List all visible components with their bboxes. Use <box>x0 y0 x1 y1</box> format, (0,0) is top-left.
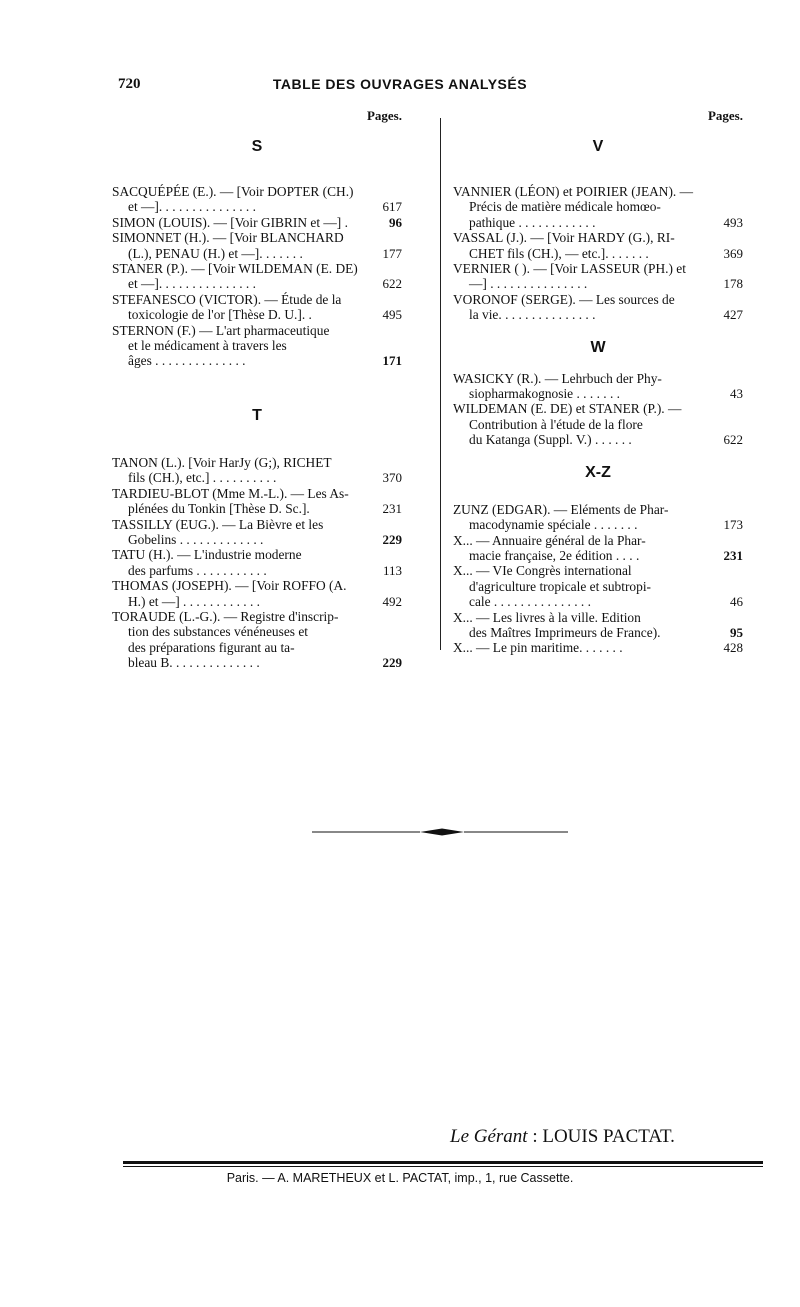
entry-line: et —]. . . . . . . . . . . . . . . <box>128 276 256 292</box>
entry-page-number: 96 <box>389 214 402 230</box>
entry-line: STERNON (F.) — L'art pharmaceutique <box>112 322 330 338</box>
section-letter: W <box>590 338 606 356</box>
entry-line: macodynamie spéciale . . . . . . . <box>469 517 638 533</box>
entry-line: plénées du Tonkin [Thèse D. Sc.]. <box>128 501 310 517</box>
entry-line: Gobelins . . . . . . . . . . . . . <box>128 531 264 547</box>
entry-page-number: 493 <box>723 214 743 230</box>
index-entry <box>453 533 743 564</box>
entry-page-number: 369 <box>723 245 743 261</box>
entry-page-number: 428 <box>723 640 743 656</box>
index-entry <box>112 215 402 230</box>
entry-page-number: 622 <box>382 276 402 292</box>
page-number: 720 <box>118 76 141 92</box>
entry-line: et le médicament à travers les <box>128 338 287 354</box>
entry-line: cale . . . . . . . . . . . . . . . <box>469 594 591 610</box>
index-entry <box>112 486 402 517</box>
imprint: Paris. — A. MARETHEUX et L. PACTAT, imp., 1, rue Cassette. <box>226 1171 574 1185</box>
entry-line: VANNIER (LÉON) et POIRIER (JEAN). — <box>453 184 694 199</box>
entry-line: et —]. . . . . . . . . . . . . . . <box>128 199 256 215</box>
index-entry <box>112 578 402 609</box>
entry-line: macie française, 2e édition . . . . <box>469 547 640 563</box>
index-entry <box>112 230 402 261</box>
entry-line: d'agriculture tropicale et subtropi- <box>469 578 652 594</box>
signature-name: LOUIS PACTAT. <box>542 1126 675 1147</box>
entry-page-number: 492 <box>382 593 402 609</box>
entry-line: (L.), PENAU (H.) et —]. . . . . . . <box>128 245 303 261</box>
entry-line: THOMAS (JOSEPH). — [Voir ROFFO (A. <box>112 578 347 594</box>
entry-page-number: 229 <box>382 655 402 671</box>
index-entry <box>453 640 743 655</box>
entry-line: SACQUÉPÉE (E.). — [Voir DOPTER (CH.) <box>112 184 354 199</box>
index-entry <box>112 455 402 486</box>
index-entry <box>112 184 402 215</box>
entry-line: TANON (L.). [Voir HarJy (G;), RICHET <box>112 454 332 470</box>
entry-line: —] . . . . . . . . . . . . . . . <box>469 276 588 292</box>
entry-line: X... — Le pin maritime. . . . . . . <box>453 640 623 656</box>
section-letter: X-Z <box>585 463 611 481</box>
entry-page-number: 178 <box>723 276 743 292</box>
entry-line: TATU (H.). — L'industrie moderne <box>112 547 302 563</box>
pages-label-left: Pages. <box>366 108 402 123</box>
entry-page-number: 617 <box>382 199 402 215</box>
entry-page-number: 231 <box>382 501 402 517</box>
left-column <box>112 108 402 671</box>
entry-line: WASICKY (R.). — Lehrbuch der Phy- <box>453 370 662 386</box>
index-entry <box>453 610 743 641</box>
entry-page-number: 173 <box>723 517 743 533</box>
running-title: TABLE DES OUVRAGES ANALYSÉS <box>272 76 528 92</box>
entry-line: fils (CH.), etc.] . . . . . . . . . . <box>128 470 277 486</box>
entry-line: la vie. . . . . . . . . . . . . . . <box>469 307 596 323</box>
entry-page-number: 177 <box>382 245 402 261</box>
entry-page-number: 370 <box>382 470 402 486</box>
column-divider <box>440 118 441 650</box>
entry-page-number: 229 <box>382 531 402 547</box>
entry-line: Précis de matière médicale homœo- <box>469 199 661 215</box>
signature-separator: : <box>527 1126 543 1147</box>
index-entry <box>112 292 402 323</box>
entry-line: âges . . . . . . . . . . . . . . <box>128 353 246 369</box>
index-entry <box>453 502 743 533</box>
entry-line: H.) et —] . . . . . . . . . . . . <box>128 593 261 609</box>
entry-line: VASSAL (J.). — [Voir HARDY (G.), RI- <box>453 230 675 246</box>
entry-page-number: 113 <box>382 562 402 578</box>
entry-line: STANER (P.). — [Voir WILDEMAN (E. DE) <box>112 261 358 277</box>
index-entry <box>453 261 743 292</box>
right-column <box>453 108 743 656</box>
entry-page-number: 427 <box>723 307 743 323</box>
entry-line: pathique . . . . . . . . . . . . <box>469 214 596 230</box>
footer-rule <box>123 1161 763 1164</box>
entry-line: des Maîtres Imprimeurs de France). <box>469 624 661 640</box>
entry-line: CHET fils (CH.), — etc.]. . . . . . . <box>469 245 649 261</box>
entry-line: VERNIER ( ). — [Voir LASSEUR (PH.) et <box>453 261 686 277</box>
entry-line: VORONOF (SERGE). — Les sources de <box>453 291 675 307</box>
entry-page-number: 495 <box>382 307 402 323</box>
ornament-rule-icon <box>312 827 568 837</box>
entry-page-number: 95 <box>730 624 743 640</box>
index-entry <box>453 230 743 261</box>
entry-line: SIMON (LOUIS). — [Voir GIBRIN et —] . <box>112 214 348 230</box>
entry-line: siopharmakognosie . . . . . . . <box>469 386 620 402</box>
index-entry <box>453 563 743 609</box>
entry-line: tion des substances vénéneuses et <box>128 624 308 640</box>
entry-line: X... — VIe Congrès international <box>453 563 632 579</box>
pages-label-right: Pages. <box>707 108 743 123</box>
entry-line: TORAUDE (L.-G.). — Registre d'inscrip- <box>112 608 339 624</box>
signature <box>450 1126 675 1148</box>
index-entry <box>453 292 743 323</box>
entry-line: du Katanga (Suppl. V.) . . . . . . <box>469 432 632 448</box>
entry-line: TARDIEU-BLOT (Mme M.-L.). — Les As- <box>112 485 349 501</box>
entry-line: toxicologie de l'or [Thèse D. U.]. . <box>128 307 312 323</box>
index-entry <box>112 547 402 578</box>
section-letter: T <box>252 406 262 424</box>
entry-line: WILDEMAN (E. DE) et STANER (P.). — <box>453 401 682 417</box>
section-letter: V <box>592 138 604 155</box>
entry-page-number: 622 <box>723 432 743 448</box>
entry-line: STEFANESCO (VICTOR). — Étude de la <box>112 291 342 307</box>
entry-line: des parfums . . . . . . . . . . . <box>128 562 267 578</box>
entry-page-number: 171 <box>382 353 402 369</box>
entry-line: SIMONNET (H.). — [Voir BLANCHARD <box>112 230 344 246</box>
footer-rule-thin <box>123 1166 763 1167</box>
index-entry <box>112 261 402 292</box>
index-entry <box>453 401 743 447</box>
signature-label: Le Gérant <box>450 1126 528 1147</box>
index-entry <box>453 371 743 402</box>
index-entry <box>112 517 402 548</box>
entry-line: Contribution à l'étude de la flore <box>469 416 643 432</box>
entry-line: X... — Les livres à la ville. Edition <box>453 609 641 625</box>
entry-line: ZUNZ (EDGAR). — Eléments de Phar- <box>453 501 669 517</box>
entry-page-number: 46 <box>730 594 743 610</box>
entry-line: bleau B. . . . . . . . . . . . . . <box>128 655 260 671</box>
entry-line: des préparations figurant au ta- <box>128 639 295 655</box>
index-entry <box>112 609 402 671</box>
entry-line: TASSILLY (EUG.). — La Bièvre et les <box>112 516 324 532</box>
entry-page-number: 231 <box>723 547 743 563</box>
entry-line: X... — Annuaire général de la Phar- <box>453 532 646 548</box>
index-entry <box>453 184 743 230</box>
section-letter: S <box>251 138 263 155</box>
entry-page-number: 43 <box>730 386 743 402</box>
index-entry <box>112 323 402 369</box>
